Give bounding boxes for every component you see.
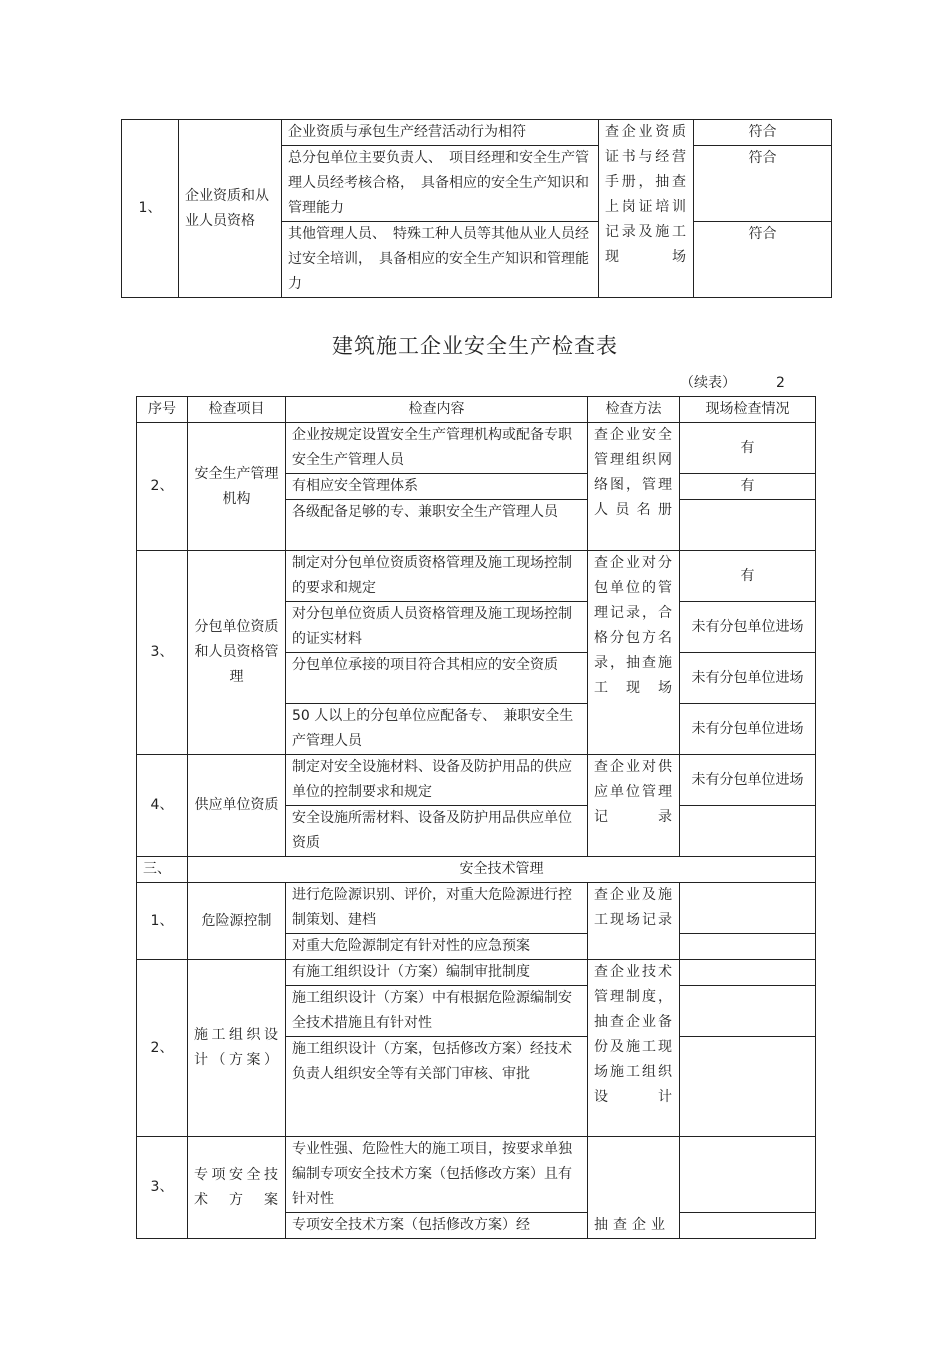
check-result	[680, 1037, 816, 1137]
check-content: 进行危险源识别、评价，对重大危险源进行控制策划、建档	[286, 883, 588, 934]
check-item: 危险源控制	[188, 883, 286, 960]
check-result: 未有分包单位进场	[680, 602, 816, 653]
check-method: 查企业技术管理制度，抽查企业备份及施工现场施工组织设计	[588, 960, 680, 1137]
check-result: 未有分包单位进场	[680, 755, 816, 806]
check-result: 符合	[694, 222, 832, 298]
section-header-row	[137, 857, 816, 883]
section-label: 安全技术管理	[188, 857, 816, 883]
check-result: 符合	[694, 120, 832, 146]
check-content: 有施工组织设计（方案）编制审批制度	[286, 960, 588, 986]
header-method: 检查方法	[588, 397, 680, 423]
check-method: 抽查企业	[588, 1137, 680, 1239]
check-item: 企业资质和从业人员资格	[179, 120, 282, 298]
check-content: 专项安全技术方案（包括修改方案）经	[286, 1213, 588, 1239]
row-index: 1、	[122, 120, 179, 298]
check-item: 施工组织设计（方案）	[188, 960, 286, 1137]
check-content: 安全设施所需材料、设备及防护用品供应单位资质	[286, 806, 588, 857]
continued-text: （续表）	[680, 375, 736, 391]
check-content: 有相应安全管理体系	[286, 474, 588, 500]
safety-check-table	[136, 396, 816, 1239]
check-content: 制定对安全设施材料、设备及防护用品的供应单位的控制要求和规定	[286, 755, 588, 806]
check-content: 企业资质与承包生产经营活动行为相符	[282, 120, 599, 146]
row-index: 1、	[137, 883, 188, 960]
check-content: 制定对分包单位资质资格管理及施工现场控制的要求和规定	[286, 551, 588, 602]
check-method: 查企业安全管理组织网络图，管理人员名册	[588, 423, 680, 551]
check-content: 施工组织设计（方案，包括修改方案）经技术负责人组织安全等有关部门审核、审批	[286, 1037, 588, 1137]
check-method: 查企业对分包单位的管理记录，合格分包方名录，抽查施工现场	[588, 551, 680, 755]
check-table-continued	[121, 119, 832, 298]
header-result: 现场检查情况	[680, 397, 816, 423]
check-result: 有	[680, 474, 816, 500]
check-result	[680, 986, 816, 1037]
check-method: 查企业及施工现场记录	[588, 883, 680, 960]
header-item: 检查项目	[188, 397, 286, 423]
row-index: 4、	[137, 755, 188, 857]
check-result	[680, 1137, 816, 1213]
page-number: 2	[776, 375, 785, 391]
check-content: 总分包单位主要负责人、 项目经理和安全生产管理人员经考核合格， 具备相应的安全生产知识和管理能力	[282, 146, 599, 222]
check-result: 有	[680, 423, 816, 474]
check-result	[680, 500, 816, 551]
header-content: 检查内容	[286, 397, 588, 423]
row-index: 2、	[137, 960, 188, 1137]
check-result	[680, 960, 816, 986]
row-index: 3、	[137, 551, 188, 755]
page-title: 建筑施工企业安全生产检查表	[332, 334, 618, 358]
check-content: 企业按规定设置安全生产管理机构或配备专职安全生产管理人员	[286, 423, 588, 474]
check-method: 查企业资质证书与经营手册，抽查上岗证培训记录及施工现场	[599, 120, 694, 298]
row-index: 2、	[137, 423, 188, 551]
check-result	[680, 806, 816, 857]
check-content: 施工组织设计（方案）中有根据危险源编制安全技术措施且有针对性	[286, 986, 588, 1037]
check-content: 对重大危险源制定有针对性的应急预案	[286, 934, 588, 960]
check-item: 供应单位资质	[188, 755, 286, 857]
table-header-row	[137, 397, 816, 423]
check-item: 专项安全技术方案	[188, 1137, 286, 1239]
check-content: 分包单位承接的项目符合其相应的安全资质	[286, 653, 588, 704]
check-result	[680, 883, 816, 934]
continued-label	[680, 372, 785, 392]
check-method: 查企业对供应单位管理记录	[588, 755, 680, 857]
check-content: 50 人以上的分包单位应配备专、 兼职安全生产管理人员	[286, 704, 588, 755]
row-index: 3、	[137, 1137, 188, 1239]
check-content: 专业性强、危险性大的施工项目，按要求单独编制专项安全技术方案（包括修改方案）且有针对性	[286, 1137, 588, 1213]
check-result	[680, 1213, 816, 1239]
check-result: 有	[680, 551, 816, 602]
check-item: 安全生产管理机构	[188, 423, 286, 551]
check-item: 分包单位资质和人员资格管理	[188, 551, 286, 755]
check-content: 其他管理人员、 特殊工种人员等其他从业人员经过安全培训， 具备相应的安全生产知识和管理能力	[282, 222, 599, 298]
check-content: 各级配备足够的专、兼职安全生产管理人员	[286, 500, 588, 551]
header-index: 序号	[137, 397, 188, 423]
check-content: 对分包单位资质人员资格管理及施工现场控制的证实材料	[286, 602, 588, 653]
check-result: 未有分包单位进场	[680, 704, 816, 755]
check-result: 符合	[694, 146, 832, 222]
check-result	[680, 934, 816, 960]
section-index: 三、	[137, 857, 188, 883]
check-result: 未有分包单位进场	[680, 653, 816, 704]
